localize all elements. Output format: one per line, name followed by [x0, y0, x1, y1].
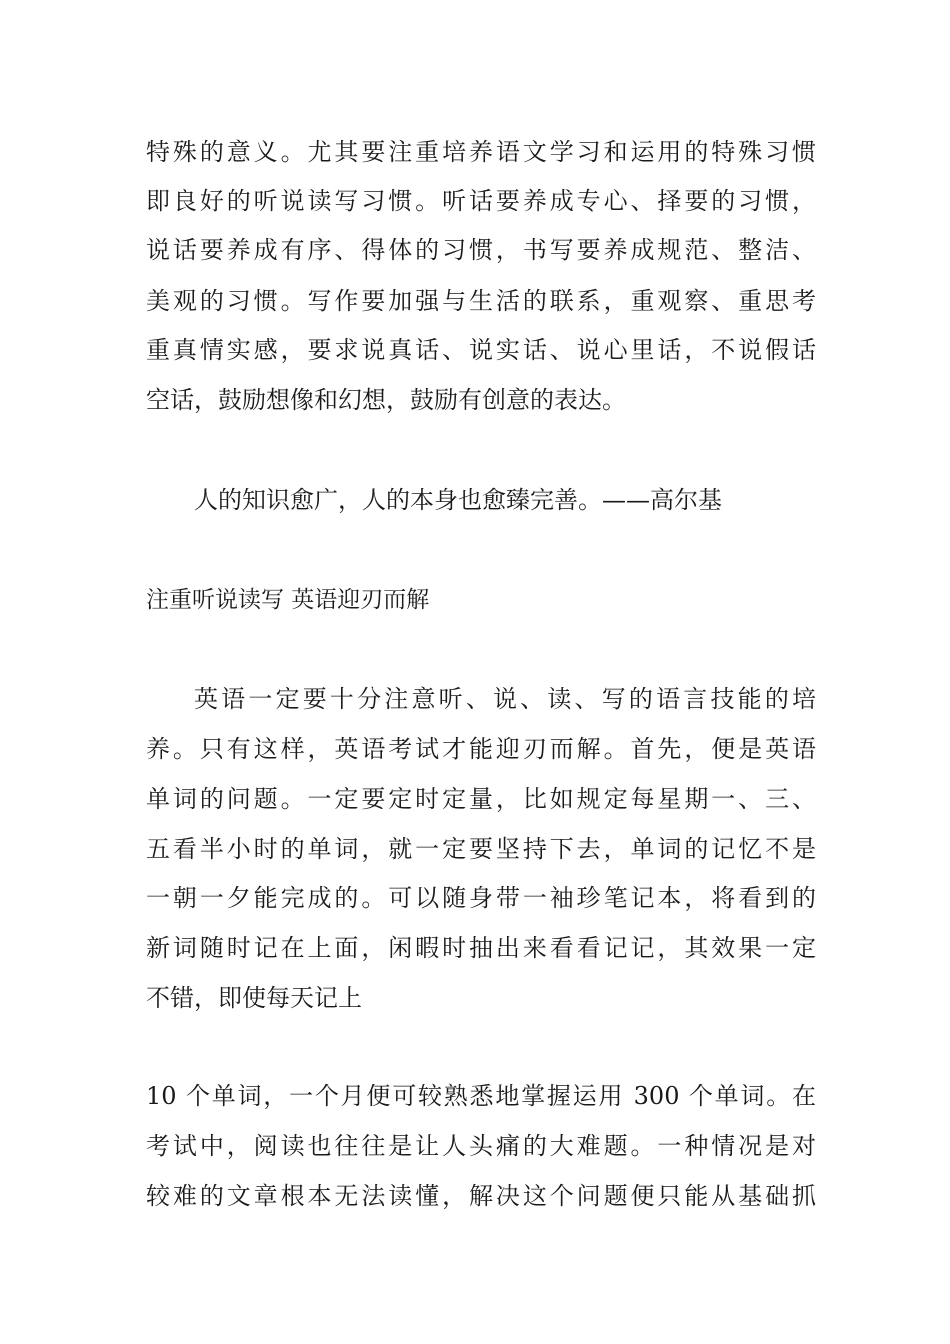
- paragraph-1-line: 空话，鼓励想像和幻想，鼓励有创意的表达。: [146, 386, 626, 414]
- paragraph-2-line: 英语一定要十分注意听、说、读、写的语言技能的培: [194, 685, 816, 713]
- paragraph-1-line: 特殊的意义。尤其要注重培养语文学习和运用的特殊习惯: [146, 138, 816, 166]
- paragraph-1-line: 美观的习惯。写作要加强与生活的联系，重观察、重思考: [146, 287, 816, 315]
- paragraph-2-line: 不错，即使每天记上: [146, 984, 362, 1012]
- paragraph-1-line: 说话要养成有序、得体的习惯，书写要养成规范、整洁、: [146, 236, 816, 264]
- paragraph-2-line: 养。只有这样，英语考试才能迎刃而解。首先，便是英语: [146, 735, 816, 763]
- paragraph-1-line: 即良好的听说读写习惯。听话要养成专心、择要的习惯，: [146, 187, 816, 215]
- paragraph-3-line: 较难的文章根本无法读懂，解决这个问题便只能从基础抓: [146, 1182, 816, 1210]
- paragraph-3-line: 10 个单词，一个月便可较熟悉地掌握运用 300 个单词。在: [146, 1082, 816, 1110]
- paragraph-2-line: 五看半小时的单词，就一定要坚持下去，单词的记忆不是: [146, 835, 816, 863]
- quote-paragraph: 人的知识愈广，人的本身也愈臻完善。——高尔基: [194, 486, 722, 514]
- paragraph-2-line: 新词随时记在上面，闲暇时抽出来看看记记，其效果一定: [146, 934, 816, 962]
- paragraph-2-line: 单词的问题。一定要定时定量，比如规定每星期一、三、: [146, 785, 816, 813]
- paragraph-2-line: 一朝一夕能完成的。可以随身带一袖珍笔记本，将看到的: [146, 884, 816, 912]
- section-heading: 注重听说读写 英语迎刃而解: [146, 587, 430, 613]
- paragraph-1-line: 重真情实感，要求说真话、说实话、说心里话，不说假话: [146, 336, 816, 364]
- paragraph-3-line: 考试中，阅读也往往是让人头痛的大难题。一种情况是对: [146, 1132, 816, 1160]
